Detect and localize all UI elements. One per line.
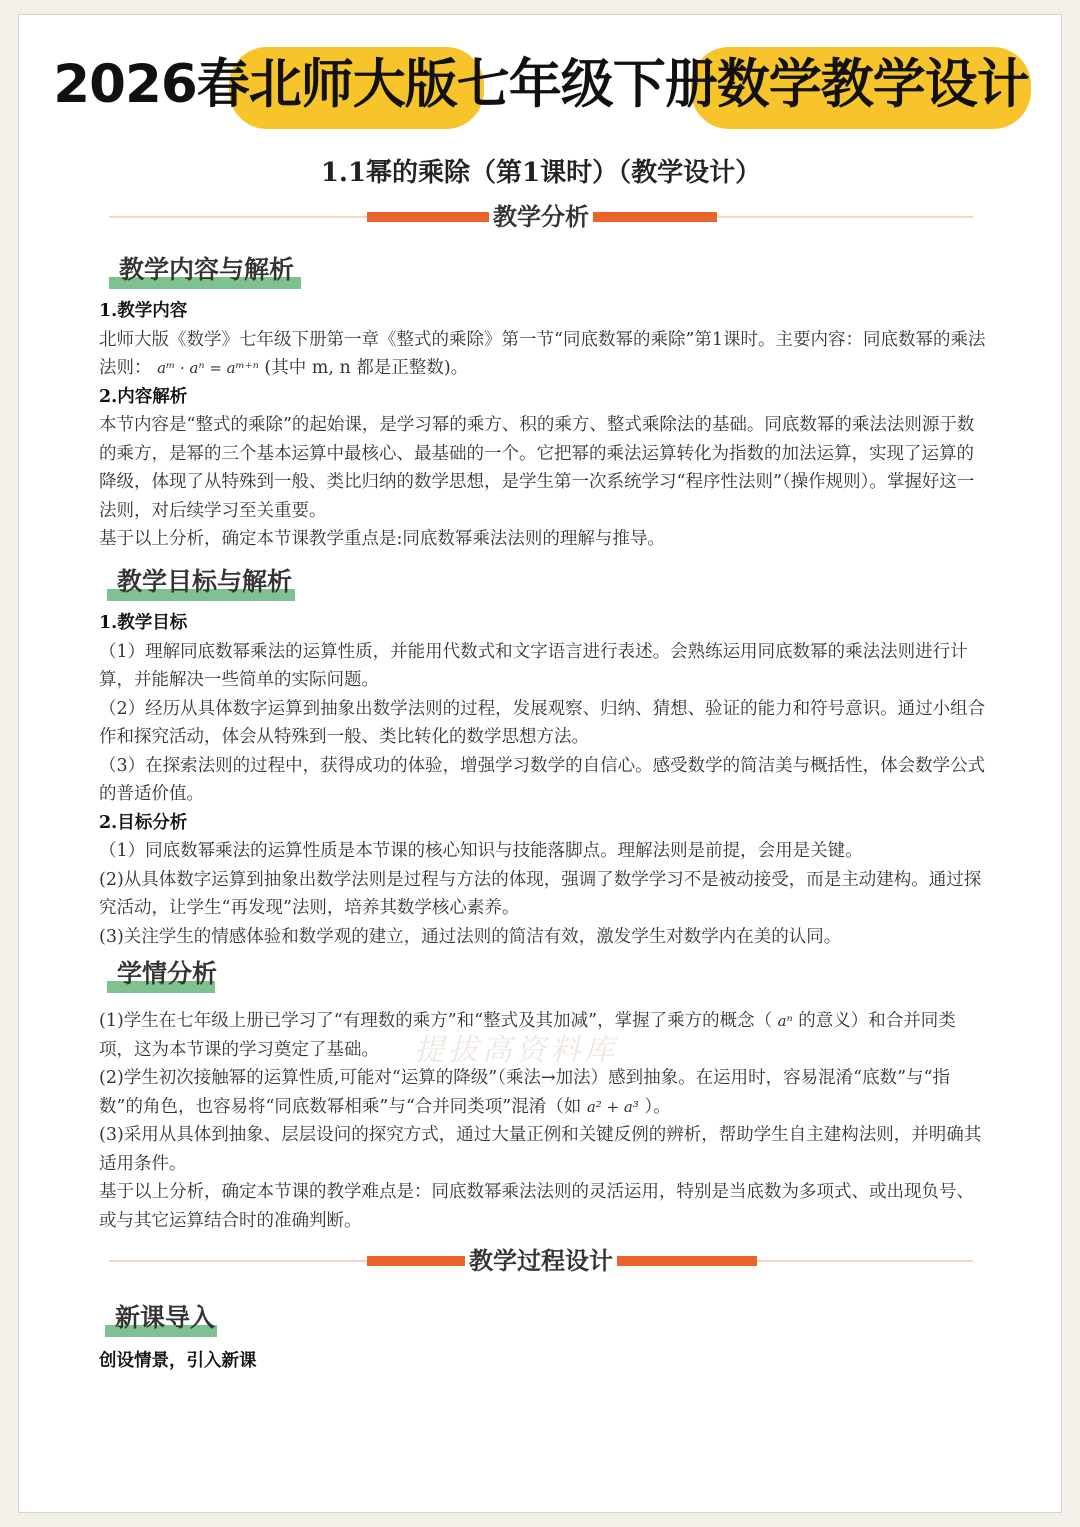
section-heading-students [107, 955, 218, 997]
formula: aⁿ [777, 1012, 793, 1030]
analysis-item: (3)关注学生的情感体验和数学观的建立，通过法则的简洁有效，激发学生对数学内在美的认同。 [99, 926, 842, 947]
subheading: 2.目标分析 [99, 812, 188, 833]
section-title: 教学目标与解析 [117, 567, 293, 596]
divider-teaching-process [109, 1241, 973, 1281]
content-block [99, 297, 989, 554]
section-heading-content [109, 251, 301, 293]
section-heading-goals [107, 563, 295, 605]
students-block [99, 1007, 989, 1235]
paragraph: 本节内容是“整式的乘除”的起始课，是学习幂的乘方、积的乘方、整式乘除法的基础。同底数幂的乘法法则源于数的乘方，是幂的三个基本运算中最核心、最基础的一个。它把幂的乘法运算转化为指数的加法运算，实现了运算的降级，体现了从特殊到一般、类比归纳的数学思想，是学生第一次系统学习“程序性法则”（操作规则）。掌握好这一法则，对后续学习至关重要。 [99, 415, 975, 521]
section-title: 教学内容与解析 [119, 255, 295, 284]
analysis-item: （1）同底数幂乘法的运算性质是本节课的核心知识与技能落脚点。理解法则是前提，会用是关键。 [99, 841, 863, 861]
paragraph: (3)采用从具体到抽象、层层设问的探究方式，通过大量正例和关键反例的辨析，帮助学生自主建构法则，并明确其适用条件。 [99, 1125, 982, 1174]
divider-label: 教学分析 [489, 202, 593, 231]
paragraph: (1)学生在七年级上册已学习了“有理数的乘方”和“整式及其加减”，掌握了乘方的概念（ aⁿ 的意义）和合并同类项，这为本节课的学习奠定了基础。 [99, 1011, 956, 1060]
lesson-subtitle: 1.1幂的乘除（第1课时）（教学设计） [320, 158, 762, 188]
paragraph: 北师大版《数学》七年级下册第一章《整式的乘除》第一节“同底数幂的乘除”第1课时。主要内容：同底数幂的乘法法则： aᵐ · aⁿ = aᵐ⁺ⁿ (其中 m, n 都是正整数)。 [99, 329, 986, 378]
paragraph: 基于以上分析，确定本节课教学重点是:同底数幂乘法法则的理解与推导。 [99, 529, 665, 549]
formula: a² + a³ [586, 1097, 639, 1116]
section-title: 新课导入 [115, 1303, 216, 1332]
analysis-item: (2)从具体数字运算到抽象出数学法则是过程与方法的体现，强调了数学学习不是被动接受，而是主动建构。通过探究活动，让学生“再发现”法则，培养其数学核心素养。 [99, 869, 982, 918]
document-page [18, 14, 1062, 1513]
subheading: 1.教学内容 [99, 301, 188, 321]
divider-teaching-analysis [109, 197, 973, 237]
divider-label: 教学过程设计 [465, 1246, 617, 1275]
intro-block [99, 1347, 989, 1376]
goal-item: （3）在探索法则的过程中，获得成功的体验，增强学习数学的自信心。感受数学的简洁美与概括性，体会数学公式的普适价值。 [99, 755, 986, 804]
goal-item: （2）经历从具体数字运算到抽象出数学法则的过程，发展观察、归纳、猜想、验证的能力和符号意识。通过小组合作和探究活动，体会从特殊到一般、类比转化的数学思想方法。 [99, 698, 986, 747]
formula: aᵐ · aⁿ = aᵐ⁺ⁿ [157, 359, 259, 377]
section-title: 学情分析 [117, 959, 218, 988]
section-heading-intro [105, 1299, 217, 1341]
subheading: 创设情景，引入新课 [99, 1351, 257, 1371]
subheading: 2.内容解析 [99, 386, 188, 407]
main-title-text: 2026春北师大版七年级下册数学教学设计 [53, 54, 1029, 115]
goals-block [99, 609, 989, 951]
watermark: 提拔高资料库 [414, 1033, 618, 1068]
goal-item: （1）理解同底数幂乘法的运算性质，并能用代数式和文字语言进行表述。会熟练运用同底数幂的乘法法则进行计算，并能解决一些简单的实际问题。 [99, 641, 968, 690]
main-title [19, 41, 1063, 131]
paragraph: (2)学生初次接触幂的运算性质,可能对“运算的降级”（乘法→加法）感到抽象。在运用时，容易混淆“底数”与“指数”的角色，也容易将“同底数幂相乘”与“合并同类项”混淆（如 a² + a³ ）。 [99, 1068, 950, 1117]
paragraph: 基于以上分析，确定本节课的教学难点是：同底数幂乘法法则的灵活运用，特别是当底数为多项式、或出现负号、或与其它运算结合时的准确判断。 [99, 1182, 974, 1231]
subheading: 1.教学目标 [99, 613, 188, 633]
